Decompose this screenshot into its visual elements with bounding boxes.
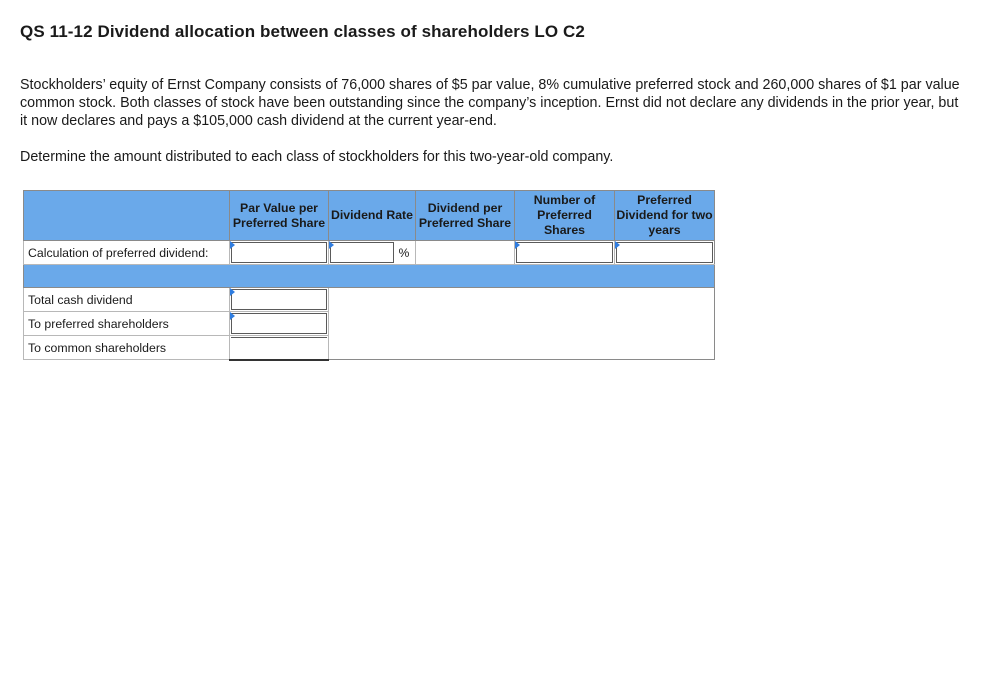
- empty-cell: [515, 336, 615, 360]
- to-common-cell: [230, 336, 329, 360]
- number-shares-cell: [515, 241, 615, 265]
- empty-cell: [515, 288, 615, 312]
- header-par-value: Par Value per Preferred Share: [230, 191, 329, 241]
- band-cell: [230, 265, 329, 288]
- dividend-per-share-cell: [416, 241, 515, 265]
- table-row: [24, 312, 715, 336]
- table-row: [24, 336, 715, 360]
- input-flag-icon: [230, 312, 235, 320]
- problem-description: Stockholders’ equity of Ernst Company consists of 76,000 shares of $5 par value, 8% cumulative preferred stock and 260,000 shares of $1 par value common stock. Both classes of stock have been outstanding since the company’s inception. Ernst did not declare any dividends in the prior year, but it now declares and pays a $105,000 cash dividend at the current year-end.: [20, 77, 960, 129]
- band-cell: [329, 265, 416, 288]
- preferred-two-years-input[interactable]: [616, 242, 713, 263]
- total-cash-dividend-cell: [230, 288, 329, 312]
- band-cell: [416, 265, 515, 288]
- to-preferred-label: To preferred shareholders: [24, 312, 230, 336]
- empty-cell: [615, 312, 715, 336]
- empty-cell: [329, 336, 416, 360]
- total-cash-dividend-input[interactable]: [231, 289, 327, 310]
- total-cash-dividend-label: Total cash dividend: [24, 288, 230, 312]
- header-dividend-rate: Dividend Rate: [329, 191, 416, 241]
- page-title: QS 11-12 Dividend allocation between classes of shareholders LO C2: [20, 22, 585, 41]
- to-common-label: To common shareholders: [24, 336, 230, 360]
- empty-cell: [615, 336, 715, 360]
- problem-instruction: Determine the amount distributed to each class of stockholders for this two-year-old company.: [20, 149, 614, 165]
- percent-symbol: %: [398, 246, 410, 260]
- table-header-row: [24, 191, 715, 241]
- input-flag-icon: [515, 241, 520, 249]
- dividend-rate-cell: [329, 241, 416, 265]
- calc-row: [24, 241, 715, 265]
- empty-cell: [515, 312, 615, 336]
- dividend-rate-input[interactable]: [330, 242, 394, 263]
- band-cell: [615, 265, 715, 288]
- empty-cell: [329, 288, 416, 312]
- par-value-cell: [230, 241, 329, 265]
- table-row: [24, 288, 715, 312]
- band-cell: [515, 265, 615, 288]
- empty-cell: [416, 288, 515, 312]
- input-flag-icon: [329, 241, 334, 249]
- to-common-input[interactable]: [231, 337, 327, 358]
- header-preferred-two-years: Preferred Dividend for two years: [615, 191, 715, 241]
- empty-cell: [329, 312, 416, 336]
- band-cell: [24, 265, 230, 288]
- header-dividend-per-share: Dividend per Preferred Share: [416, 191, 515, 241]
- preferred-two-years-cell: [615, 241, 715, 265]
- number-shares-input[interactable]: [516, 242, 613, 263]
- empty-cell: [416, 312, 515, 336]
- empty-cell: [416, 336, 515, 360]
- to-preferred-cell: [230, 312, 329, 336]
- separator-band: [24, 265, 715, 288]
- calc-row-label: Calculation of preferred dividend:: [24, 241, 230, 265]
- input-flag-icon: [230, 241, 235, 249]
- dividend-worksheet-table: [23, 190, 715, 361]
- empty-cell: [615, 288, 715, 312]
- to-preferred-input[interactable]: [231, 313, 327, 334]
- header-blank: [24, 191, 230, 241]
- input-flag-icon: [615, 241, 620, 249]
- input-flag-icon: [230, 288, 235, 296]
- par-value-input[interactable]: [231, 242, 327, 263]
- header-number-shares: Number of Preferred Shares: [515, 191, 615, 241]
